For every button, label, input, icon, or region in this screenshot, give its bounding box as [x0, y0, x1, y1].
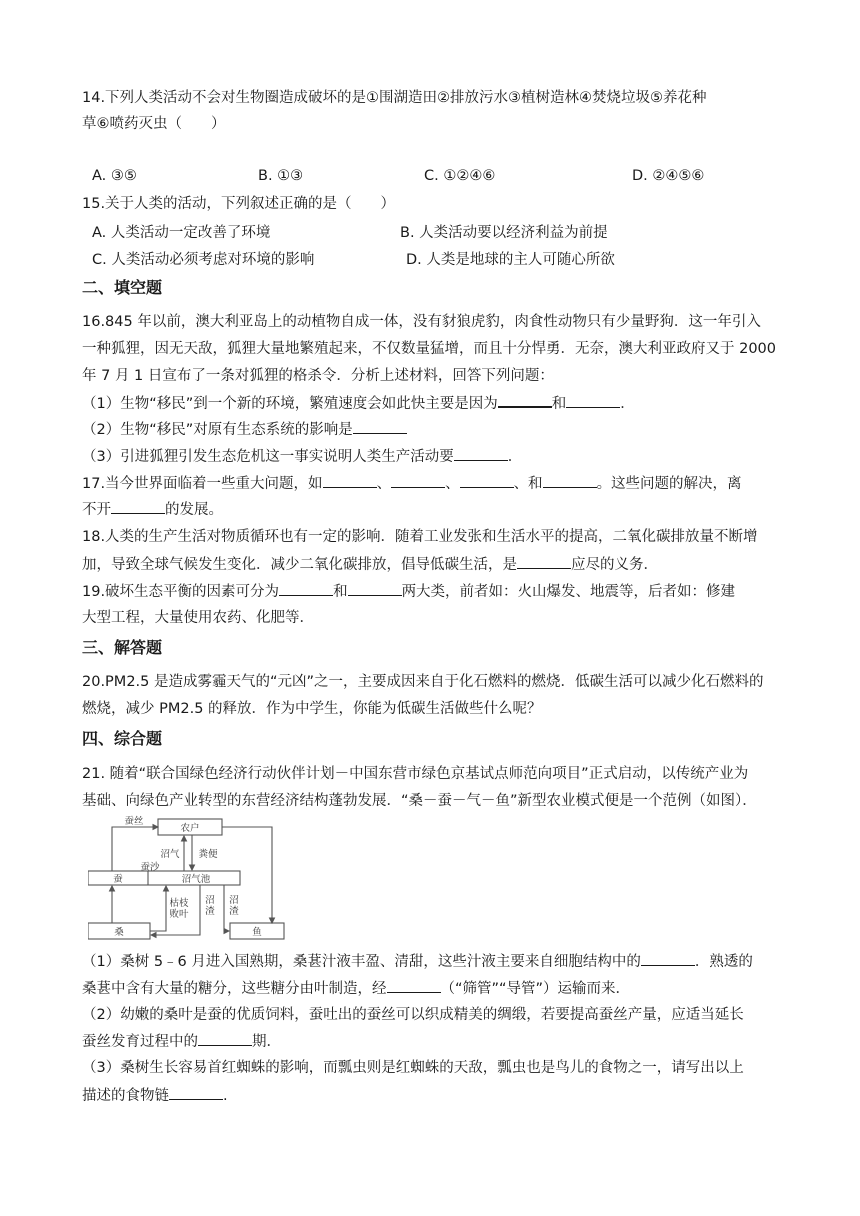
- q17-text-c: 不开: [82, 502, 111, 518]
- answer-blank[interactable]: [323, 473, 377, 488]
- q17-line1: [82, 473, 742, 494]
- q19-text-c: 两大类，前者如：火山爆发、地震等，后者如：修建: [401, 584, 736, 600]
- silkworm-biogas-box: [88, 871, 240, 885]
- slurry-label-2b: 渣: [229, 906, 239, 917]
- answer-blank[interactable]: [543, 473, 597, 488]
- q21-part3-line1: （3）桑树生长容易首红蜘蛛的影响，而瓢虫则是红蜘蛛的天敌，瓢虫也是鸟儿的食物之一，请写出以上: [82, 1060, 744, 1076]
- q14-line2: 草⑥喷药灭虫（ ）: [82, 116, 226, 132]
- mulberry-label: 桑: [114, 927, 124, 938]
- slurry-label-2a: 沼: [229, 895, 239, 906]
- q21-part2-line2: [82, 1031, 281, 1052]
- q17-line2: [82, 499, 223, 520]
- q14-option-d[interactable]: D. ②④⑤⑥: [632, 168, 705, 184]
- silk-label: 蚕丝: [124, 816, 144, 827]
- q15-stem: 15.关于人类的活动，下列叙述正确的是（ ）: [82, 196, 396, 212]
- q21-line1: 21. 随着“联合国绿色经济行动伙伴计划－中国东营市绿色京基试点师范向项目”正式启动，以传统产业为: [82, 766, 749, 782]
- q18-line2: [82, 554, 658, 575]
- section-comprehensive-title: 四、综合题: [82, 729, 163, 748]
- answer-blank[interactable]: [391, 473, 445, 488]
- biogas-pool-label: 沼气池: [181, 874, 211, 885]
- answer-blank[interactable]: [566, 393, 620, 408]
- manure-label: 粪便: [198, 849, 218, 860]
- answer-blank[interactable]: [498, 392, 552, 408]
- q16-line1: 16.845 年以前，澳大利亚岛上的动植物自成一体，没有豺狼虎豹，肉食性动物只有少量野狗．这一年引入: [82, 314, 761, 330]
- q17-text-b: 。这些问题的解决，离: [596, 476, 742, 492]
- q21-part1-text-c: 桑葚中含有大量的糖分，这些糖分由叶制造，经: [82, 981, 387, 997]
- q16-part1: [82, 392, 635, 414]
- answer-blank[interactable]: [641, 951, 695, 966]
- q20-line1: 20.PM2.5 是造成雾霾天气的“元凶”之一，主要成因来自于化石燃料的燃烧．低碳生活可以减少化石燃料的: [82, 674, 764, 690]
- slurry-label-1a: 沼: [205, 895, 215, 906]
- slurry-label-1b: 渣: [205, 906, 215, 917]
- q16-part1-and: 和: [551, 396, 567, 412]
- q21-part1-line2: [82, 978, 630, 999]
- q21-part1-text-d: （“筛管”“导管”）运输而来．: [440, 981, 631, 997]
- q16-part2-text: （2）生物“移民”对原有生态系统的影响是: [82, 422, 353, 438]
- q15-option-c[interactable]: C. 人类活动必须考虑对环境的影响: [92, 252, 315, 268]
- q18-line1: 18.人类的生产生活对物质循环也有一定的影响．随着工业发张和生活水平的提高，二氧化碳排放量不断增: [82, 529, 758, 545]
- q14-option-c[interactable]: C. ①②④⑥: [424, 168, 496, 184]
- q19-line1: [82, 581, 735, 602]
- answer-blank[interactable]: [517, 554, 571, 569]
- branches-label-1: 枯枝: [169, 898, 189, 909]
- q18-text: 加，导致全球气候发生变化．减少二氧化碳排放，倡导低碳生活，是: [82, 557, 517, 573]
- silkworm-label: 蚕: [113, 874, 123, 885]
- q14-option-b[interactable]: B. ①③: [258, 168, 304, 184]
- q16-part3-end: ．: [507, 449, 523, 465]
- branches-label-2: 败叶: [169, 909, 189, 920]
- answer-blank[interactable]: [348, 581, 402, 596]
- q14-line1: 14.下列人类活动不会对生物圈造成破坏的是①围湖造田②排放污水③植树造林④焚烧垃圾⑤养花种: [82, 90, 707, 106]
- q17-text-a: 17.当今世界面临着一些重大问题，如: [82, 476, 323, 492]
- q19-line2: 大型工程，大量使用农药、化肥等．: [82, 610, 314, 626]
- q18-text-end: 应尽的义务．: [571, 557, 658, 573]
- q16-line2: 一种狐狸，因无天敌，狐狸大量地繁殖起来，不仅数量猛增，而且十分悍勇．无奈，澳大利亚政府又于 2000: [82, 341, 777, 357]
- q20-line2: 燃烧，减少 PM2.5 的释放．作为中学生，你能为低碳生活做些什么呢？: [82, 701, 542, 717]
- q16-part1-end: ．: [620, 396, 635, 412]
- answer-blank[interactable]: [387, 978, 441, 993]
- q15-option-b[interactable]: B. 人类活动要以经济利益为前提: [400, 225, 608, 241]
- q16-line3: 年 7 月 1 日宣布了一条对狐狸的格杀令．分析上述材料，回答下列问题：: [82, 368, 554, 384]
- agriculture-cycle-diagram: [88, 815, 288, 943]
- q16-part2: [82, 419, 407, 440]
- q17-text-d: 的发展。: [165, 502, 223, 518]
- q16-part3-text: （3）引进狐狸引发生态危机这一事实说明人类生产活动要: [82, 449, 454, 465]
- q21-part3-text-c: .: [223, 1088, 228, 1104]
- q17-sep3: 、和: [513, 476, 543, 492]
- answer-blank[interactable]: [353, 419, 407, 434]
- q15-option-d[interactable]: D. 人类是地球的主人可随心所欲: [406, 252, 615, 268]
- answer-blank[interactable]: [169, 1085, 223, 1100]
- section-answer-title: 三、解答题: [82, 638, 163, 657]
- q14-option-a[interactable]: A. ③⑤: [92, 168, 137, 184]
- q21-part3-line2: [82, 1085, 228, 1106]
- q19-text-b: 和: [333, 584, 348, 600]
- answer-blank[interactable]: [198, 1031, 252, 1046]
- q16-part1-text: （1）生物“移民”到一个新的环境，繁殖速度会如此快主要是因为: [82, 396, 498, 412]
- silkworm-sand-label: 蚕沙: [140, 862, 160, 873]
- q21-part2-line1: （2）幼嫩的桑叶是蚕的优质饲料，蚕吐出的蚕丝可以织成精美的绸缎，若要提高蚕丝产量，应适当延长: [82, 1007, 744, 1023]
- q21-part1-text-b: ．熟透的: [694, 954, 753, 970]
- q21-line2: 基础、向绿色产业转型的东营经济结构蓬勃发展．“桑－蚕－气－鱼”新型农业模式便是一个范例（如图）．: [82, 793, 757, 809]
- q17-sep1: 、: [376, 476, 392, 492]
- section-fill-in-title: 二、填空题: [82, 278, 163, 297]
- fish-label: 鱼: [252, 927, 262, 938]
- answer-blank[interactable]: [454, 446, 508, 461]
- farmer-label: 农户: [180, 823, 200, 834]
- q15-option-a[interactable]: A. 人类活动一定改善了环境: [92, 225, 271, 241]
- q21-part2-text-b: 蚕丝发育过程中的: [82, 1034, 198, 1050]
- q16-part3: [82, 446, 522, 467]
- q21-part2-text-c: 期．: [252, 1034, 281, 1050]
- biogas-label: 沼气: [160, 849, 180, 860]
- answer-blank[interactable]: [460, 473, 514, 488]
- answer-blank[interactable]: [111, 499, 165, 514]
- q17-sep2: 、: [445, 476, 460, 492]
- q19-text-a: 19.破坏生态平衡的因素可分为: [82, 584, 280, 600]
- q21-part1-text-a: （1）桑树 5﹣6 月进入国熟期，桑葚汁液丰盈、清甜，这些汁液主要来自细胞结构中的: [82, 954, 641, 970]
- answer-blank[interactable]: [279, 581, 333, 596]
- q21-part1-line1: [82, 951, 753, 972]
- q21-part3-text-b: 描述的食物链: [82, 1088, 169, 1104]
